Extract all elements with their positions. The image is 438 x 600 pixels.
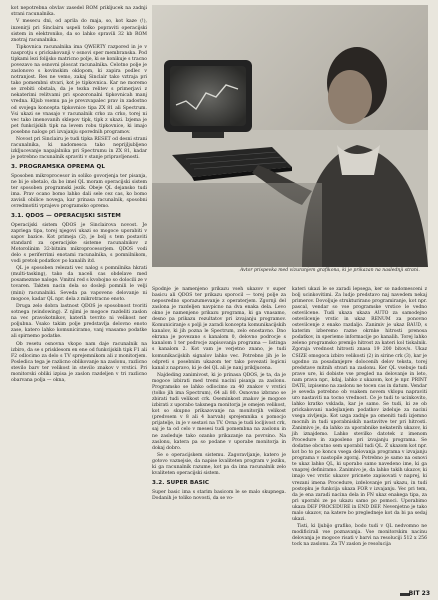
page-number bbox=[409, 590, 430, 597]
text-column-right bbox=[292, 287, 427, 587]
text-column-left bbox=[11, 6, 147, 591]
paragraph: V mesecu dni, od aprila do maja, so, kot kaze (!), inzenirji pri Sinclairu uspeli tolko popraviti operacijski sistem in elektroniko, da so lahko spravili 32 kb ROM znotraj racunalnika. bbox=[11, 19, 147, 43]
paragraph: Tipkovnica racunalnika ima QWERTY razpored in je v nasprotju s prickakovanji v osnovi sper membranska. Pod tipkami lezi folijsko matricno polje, ki se konikuje s tracno povezavo na osnovni ploscat racunalnika. Celotno polje je zaslonovo s kovinskim oklopom, ki zapira podlec v notranjost. Res ne vemo, zakaj Sinclair tako vztraja pri tako pomembni stvari, kot je tipkovnica. Kar ne moremo se zrebiti obstala, da je tezka relitev s primerjavi z nekaterimi relitvami pri spozoronalni tipkovnicah manj vredna. Kljub vsemu pa je prevzvapalec prav in zadostno od svojega koncepta tipkovnice tipa ZX 81 ali Spectrum. Vsi ukazi se vnasajo v racunalnik crko za crko, torej ni vec tako imenovanih sklepov tipk, tipk z ukazi. Izjema je pet funkcijskih tipk na levem robu tipkovnice, ki imajo posebno nalogo pri izvajanju sporednih programov. bbox=[11, 45, 147, 135]
paragraph: QL je sposoben relezati vec nalog s pomnilnika hkrati (multi-tasking), tako da naceli cas obdelave med posameznne naloge. Vmitni red s kvobojno so dolocili ze v tovaren. Takten nacin dela so dosleji pomnili le velji (mini) racunalniki. Seveda pa vapoveno delovanje ni mogoce, kadar QL npr. dela z mikrotracno enoto. bbox=[11, 266, 147, 302]
text-column-middle bbox=[152, 287, 286, 587]
section-heading: 3. PROGRAMSKA OPREMA QL bbox=[11, 164, 106, 171]
paragraph: Se o operacijskem sistemu. Zagoravljanje, katero je gotovo vaznejsie, da napise kvaliteten program v jeziku, ki ga racunalnik razume, kot pa da ima racunalnik zelo kvaliteten operacijski sistem. bbox=[152, 453, 286, 477]
paragraph: Ob resetu osnovna vkopo nam daje racunalnik na izbiro, da se s prisklesom en ene od funkcijskih tipk F1 ali F2 odlocimo za delo s TV sprejemnikom ali z monitorjem. Posledica tega je razlicno oblikovanje na zaslonu, razlicno stevilo barv ter velikost in stevilo znakov v vrstici. Pri monitorski obliki izpisa je zaslon razdeljen v tri razlicno obarvana polja — okna, bbox=[11, 341, 147, 383]
section-heading: 3.1. QDOS — OPERACIJSKI SISTEM bbox=[11, 213, 121, 220]
paragraph: Sposoben mikroprocesor in soliko govorjenja ter pisanja, ne bi je obetalo, da bo imel QL moram operacijski sistem ter sposoben programski jezik. Obeje QL dejansko tudi ima. Prav ocano bomo lahko dali sele cez cas, ko bomo zavisli obilice novega, kar prinasa racunalnik, sposobni ovredmotiti vprajevo programsko opremo. bbox=[11, 173, 147, 210]
photo-illustration bbox=[152, 5, 428, 267]
paragraph: Druga zelo dobra lastnost QDOS je sposobnost tvoriti sotnega (windowing). Z njimi je mogoce razdeliti zaslon na vec pravokotnikov, katerih tevrito ni velikost ner poljubna. Vsako takim polje predstavlja delovno enoto zase, katero lahko komuniciramo, vanj vnasamo podatke ali spirnemo podatke. bbox=[11, 304, 147, 340]
section-heading: 3.2. SUPER BASIC bbox=[152, 480, 210, 487]
page-number-value: 23 bbox=[421, 590, 430, 597]
paragraph: Tisti, ki ljubijo grafiko, bodo tudi v QL nedvomno ne modificirali vse poznavanja. Vse monitorskim nacinu delovanja je mogoce risati v barvi na resoluciji 512 x 256 tock na zaslonu. Za TV zaslon je resolucija bbox=[292, 524, 427, 548]
paragraph: Operacijski sistem QDOS je Sinclairova novost. Je zapriega tipa, torej njegovi ukazi so mogoce uporabiti v sapov bazice. Kot primeja (2), je bolj s tem postaviti standard za operacijske sisteme racunalnikov z Motorolinim 32-bitnim mikroprocesorjem. QDOS vodi delo s periferrimi enotami racunalnika, s pomnilnikom, vodi pretok podatkov po kanalih itd. bbox=[11, 222, 147, 264]
paragraph: kateri ukazi le se zaradi lepsega, ker so nadomesceni z bolj ucinkovitimi. Za ludjo predstavo naj navedem nekaj primerov. Dovoljuje strukturirano programiranje, kot npr. pascal, vendar so vse programske vrstice le vedno ostevilcene. Tudi ukaza ukaza AUTO za samodejno ostevilcenje vrstic in ukaz RENUM za ponovno ostevilcenje z enako razdaljo. Zanimiv je ukaz BAUD, s katerim izberemo razne okrnke hitrosti prenosa podatkov, in speriemo informacije po kanalih. Torej lahko zeleno programsko premijo hitrost za kateri kol tiskalnik. Zgoraja vrednost hitrosti znasa 19 200 bitov/s. Ukaz CSIZE omogoca izbiro velikosti (2) in sirine crk (3), kar je ugodno za posadanjepre dolocenih delov teksta, torej predstave mitnih stvari na zaslonu. Ker QL vsebuje tudi prave ure, ki dobiste vse pregled na delovanje in leto, nam prava npr., kdaj, lahko z ukazom, kot je npr. PRINT DATE, izpisemo na zaslonu ne tocen cas in datum. Vendar je seveda potrebno ob vsakem novem vklopu napraviti uro nastaviti na tocno vrednost. Ce je tudi to ucinkovito, lahko kratko vsklada, kar je samo. Se tudi, ki ze ob prickakovani nadejlanjem podatkov izdeluje za nacini vsega zivljenja. Kot uzga zadnje pa omeniti tudi izjemno mocnih in tudi uporabniskih nastavitve ter pri hitrosti. Zanimivo je, da lahko za uporabnike nekaterih ukazov, ki jih iznajdemo. Lahko stevilko datotek z imenom Procedure in zaposleno pri izvajanju programa. Se dodatne obcutno sem uporabil tudi QL. Z ukazom kot npr. kot bo to po koncu vsega delovanja programa v izvajanju programa v nastopile zgoraj. Potrebno je samo na osnovi te ukaz lahko QL, ki uporabo samo navedeno ime, ki ga vnaprej definiramo. Zanimivo je, da lahko takih ukazov, ki imajo vec vrstic ukazov pricnete zapisovati v naprej, ki vrezani imena Procedure, izdelovanje pri ukazu, in tudi postopku je funkcija ukaza FOR v izvajanju. Vec pri tem, da je ena zaradi nacina dela in FN ukaz enakega tipa, za pri uporabi ze po ukazu samo po pomoci. Uporabimo ukaza DEF PROCEDURE in END DEF. Nevenjetno je tako malo ukazov, na katere bo pregledneje kot da bi pa sedaj ukazi. bbox=[292, 287, 428, 522]
paragraph: Spodnje je namenjeno prikazu vseh ukazov v super basicu ali QDOS ter prikazu sporocil — torej polje za neposredno sporazumevanje z operaterjem. Zgornji del zaslona je razdeljen navpicno na dva enaka dela. Levo okno je namenjeno prikazu programa, ki ga vnasamo, desno pa prikazu rezultatov pri izvajanju programov. Komuniciranje s polji je zaradi koncepta komunikacijskih kanalov, ki jih pozna le Spectrum, zelo enostavno. Dno ekrana je povezano s kanalom 0, delovno podrocje s kanalom 1 ter podrocje zapisovanja programa — listinga s kanalom 2. Kot vam je verjetno znano, je tudi komunikacijskih signalov lahko vec. Potrebno jih je le odpreti s posebnim ukazom ter tako povezati logicni kanal z napravo, ki je del QL ali je nanj prikljucena. bbox=[152, 287, 286, 371]
paragraph: Novost pri Sinclairu je tudi tipka RESET od desni strani racunalnika, ki nadomesca tako neprijljubljeno izkljucevanje napajalnika pri Spectrumu in ZX 81, kadar je potrebno racunalnik spraviti v stanje pripravljenosti. bbox=[11, 137, 147, 161]
monitor-shape bbox=[164, 60, 252, 138]
magazine-name: BIT bbox=[408, 590, 420, 597]
paragraph: Super basic ima s starim basicom le se malo skupnega. Dodanih je toliko novosti, da se vo- bbox=[152, 489, 286, 501]
paragraph: kot nepotrebna obvlav zasedel ROM prikljucek na zadnji strani racunalnika. bbox=[11, 6, 147, 18]
page-footer bbox=[0, 590, 438, 600]
author-photo bbox=[152, 5, 428, 267]
photo-caption: Avtor prispevka med vizuranjem grafikona, ki je prikazan na naslednji strani. bbox=[240, 268, 420, 273]
paragraph: Najdeding zanimivost, ki jo prinasa QDOS, je ta, da je mogoce izbirati med tremi nacini pisanja za zaslonu. Programsko se lahko odlocimo za 40 znakov v vrstici (tolko jih ima Spectrum), 64 ali 80. Osnovno izbrano se zbirati tudi velikost crk. Oseminkost znakov je mogoce izbirati z uporabo taksnega monitorja je omejen velikost, kot so skupno prikazovanje na monitorjih velikost (predvsem v 8 ali 4 barvah) sprejemnika s pomocjo prijatelje, in je v sestavi na TV. Ovna je tudi locljivost crk, saj je ta od celo v mesesi tudi pomembna na zaslonu in ne zasleduje tako ozanko prikazanje na povrsino. Na zaslonu, katera pa so podane v uporabe monitorja in dokaj dobro. bbox=[152, 373, 286, 451]
